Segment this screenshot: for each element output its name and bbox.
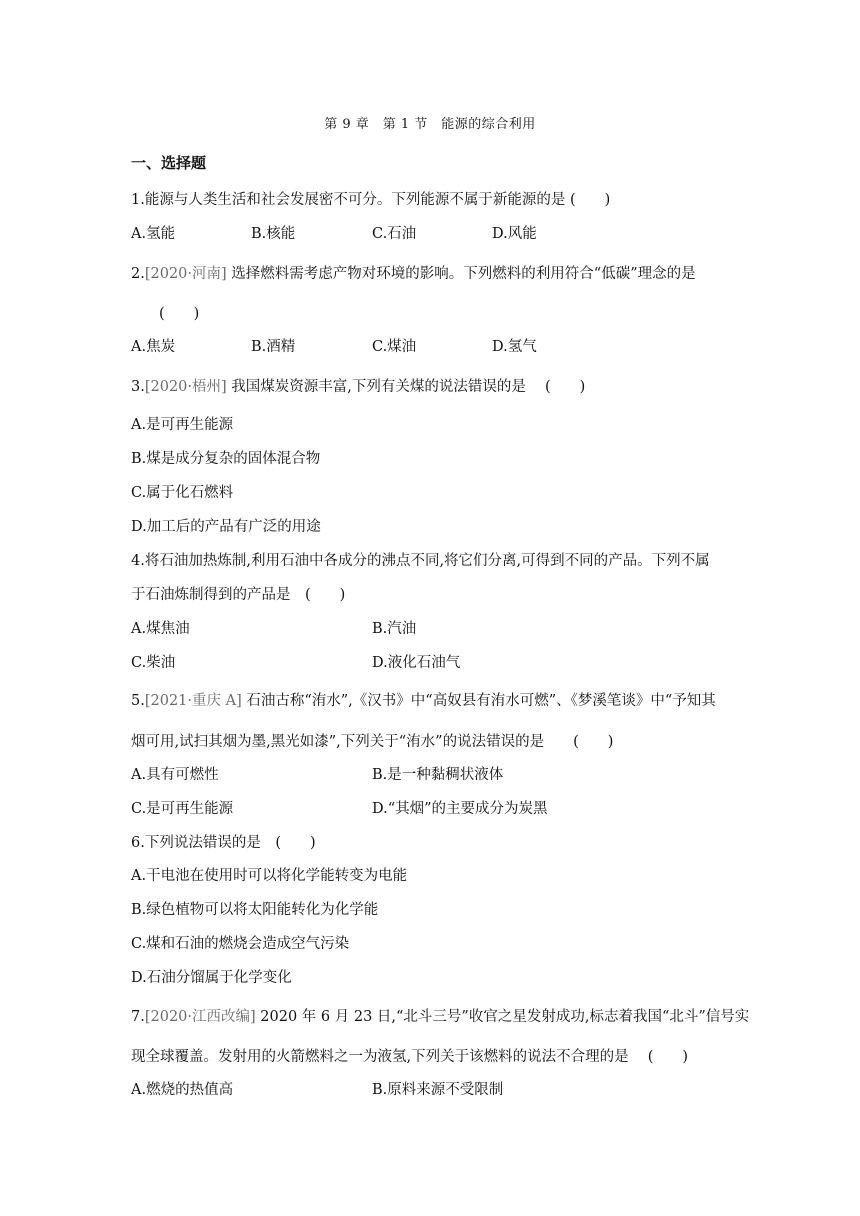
q1-option-a: A.氢能 <box>131 226 176 242</box>
q5-option-a: A.具有可燃性 <box>131 767 219 783</box>
q6-option-d: D.石油分馏属于化学变化 <box>131 970 292 986</box>
question-4-stem-line-1: 4.将石油加热炼制,利用石油中各成分的沸点不同,将它们分离,可得到不同的产品。下列不属 <box>131 553 710 569</box>
section-title: 一、选择题 <box>131 154 207 172</box>
q3-source: [2020·梧州] <box>144 379 227 395</box>
q2-number: 2. <box>131 266 145 282</box>
q7-option-a: A.燃烧的热值高 <box>131 1082 234 1098</box>
q3-option-a: A.是可再生能源 <box>131 417 234 433</box>
q2-option-a: A.焦炭 <box>131 339 176 355</box>
q6-option-b: B.绿色植物可以将太阳能转化为化学能 <box>131 902 379 918</box>
q2-option-c: C.煤油 <box>372 339 417 355</box>
q1-option-b: B.核能 <box>251 226 296 242</box>
q7-option-b: B.原料来源不受限制 <box>372 1082 504 1098</box>
q5-text: 石油古称“洧水”,《汉书》中“高奴县有洧水可燃”、《梦溪笔谈》中“予知其 <box>241 693 716 709</box>
q3-text: 我国煤炭资源丰富,下列有关煤的说法错误的是 ( ) <box>226 379 586 395</box>
question-2-stem <box>131 264 696 284</box>
q1-option-c: C.石油 <box>372 226 417 242</box>
q3-option-b: B.煤是成分复杂的固体混合物 <box>131 451 321 467</box>
q2-option-d: D.氢气 <box>492 339 537 355</box>
q7-text: 2020 年 6 月 23 日,“北斗三号”收官之星发射成功,标志着我国“北斗”信号实 <box>255 1009 750 1025</box>
q4-option-d: D.液化石油气 <box>372 655 461 671</box>
q5-option-d: D.“其烟”的主要成分为炭黑 <box>372 801 548 817</box>
q3-option-d: D.加工后的产品有广泛的用途 <box>131 519 321 535</box>
q2-answer-paren: ( ) <box>159 306 200 322</box>
question-1-stem: 1.能源与人类生活和社会发展密不可分。下列能源不属于新能源的是 ( ) <box>131 192 611 208</box>
question-7-stem-line-2: 现全球覆盖。发射用的火箭燃料之一为液氢,下列关于该燃料的说法不合理的是 ( ) <box>131 1049 689 1065</box>
question-6-stem: 6.下列说法错误的是 ( ) <box>131 835 316 851</box>
q2-source: [2020·河南] <box>144 266 227 282</box>
question-4-stem-line-2: 于石油炼制得到的产品是 ( ) <box>131 587 346 603</box>
q4-option-c: C.柴油 <box>131 655 176 671</box>
question-7-stem-line-1 <box>131 1007 749 1027</box>
q2-option-b: B.酒精 <box>251 339 296 355</box>
q1-option-d: D.风能 <box>492 226 537 242</box>
q6-option-c: C.煤和石油的燃烧会造成空气污染 <box>131 936 350 952</box>
q3-number: 3. <box>131 379 145 395</box>
question-3-stem <box>131 377 585 397</box>
q6-option-a: A.干电池在使用时可以将化学能转变为电能 <box>131 868 408 884</box>
question-5-stem-line-1 <box>131 691 716 711</box>
q7-source: [2020·江西改编] <box>144 1009 256 1025</box>
question-5-stem-line-2: 烟可用,试扫其烟为墨,黑光如漆”,下列关于“洧水”的说法错误的是 ( ) <box>131 734 614 750</box>
page-title: 第 9 章 第 1 节 能源的综合利用 <box>324 117 536 132</box>
q5-source: [2021·重庆 A] <box>144 693 242 709</box>
q4-option-a: A.煤焦油 <box>131 621 190 637</box>
q2-text: 选择燃料需考虑产物对环境的影响。下列燃料的利用符合“低碳”理念的是 <box>226 266 696 282</box>
q5-number: 5. <box>131 693 145 709</box>
q7-number: 7. <box>131 1009 145 1025</box>
q4-option-b: B.汽油 <box>372 621 417 637</box>
q5-option-c: C.是可再生能源 <box>131 801 234 817</box>
q3-option-c: C.属于化石燃料 <box>131 485 234 501</box>
q5-option-b: B.是一种黏稠状液体 <box>372 767 504 783</box>
